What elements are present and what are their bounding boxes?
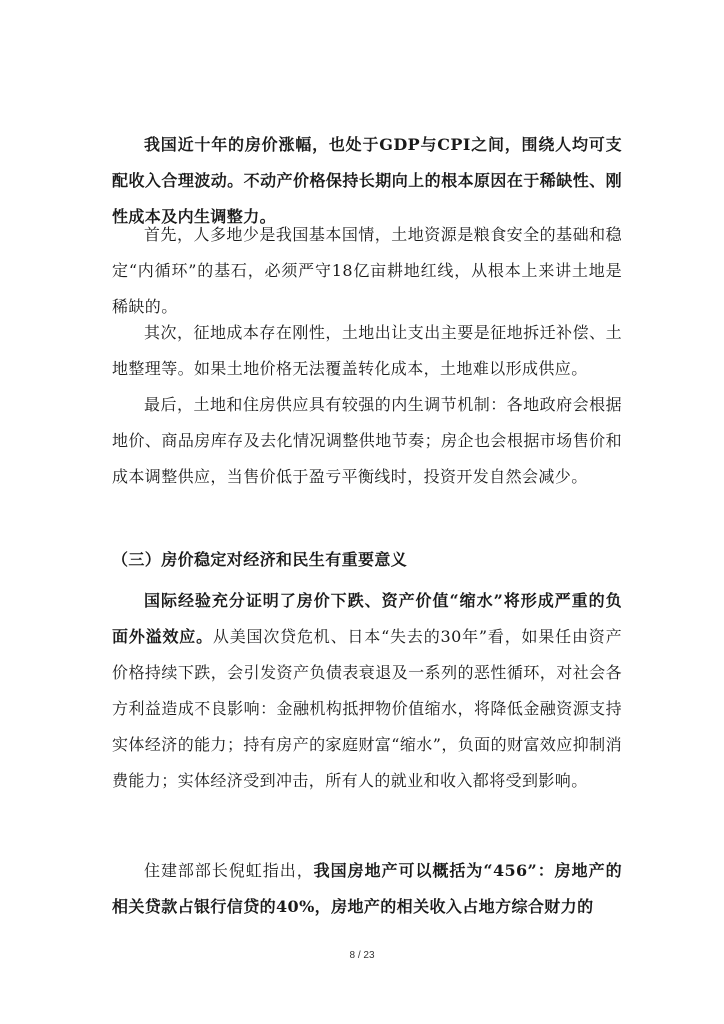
page-number: 8 / 23 [349, 950, 375, 961]
paragraph-4-text: 最后，土地和住房供应具有较强的内生调节机制：各地政府会根据地价、商品房库存及去化情况调整供地节奏；房企也会根据市场售价和成本调整供应，当售价低于盈亏平衡线时，投资开发自然会减少。 [112, 395, 622, 486]
paragraph-3-text: 其次，征地成本存在刚性，土地出让支出主要是征地拆迁补偿、土地整理等。如果土地价格无法覆盖转化成本，土地难以形成供应。 [112, 323, 622, 378]
section-heading [112, 542, 622, 578]
paragraph-5-bold: 国际经验充分证明了房价下跌、资产价值“缩水”将形成严重的负面外溢效应。 [112, 591, 622, 646]
paragraph-3 [112, 315, 622, 387]
paragraph-5 [112, 583, 622, 799]
paragraph-6-text: 住建部部长倪虹指出， [144, 861, 314, 880]
paragraph-2-text: 首先，人多地少是我国基本国情，土地资源是粮食安全的基础和稳定“内循环”的基石，必须严守18亿亩耕地红线，从根本上来讲土地是稀缺的。 [112, 225, 622, 316]
paragraph-4 [112, 387, 622, 495]
section-heading-text: （三）房价稳定对经济和民生有重要意义 [112, 550, 408, 569]
paragraph-6-bold: 我国房地产可以概括为“456”：房地产的相关贷款占银行信贷的40%，房地产的相关收入占地方综合财力的 [112, 861, 622, 916]
paragraph-5-text: 从美国次贷危机、日本“失去的30年”看，如果任由资产价格持续下跌，会引发资产负债表衰退及一系列的恶性循环，对社会各方利益造成不良影响：金融机构抵押物价值缩水，将降低金融资源支持实体经济的能力；持有房产的家庭财富“缩水”，负面的财富效应抑制消费能力；实体经济受到冲击，所有人的就业和收入都将受到影响。 [112, 627, 623, 790]
paragraph-2 [112, 217, 622, 325]
paragraph-6 [112, 853, 622, 925]
paragraph-1-bold: 我国近十年的房价涨幅，也处于GDP与CPI之间，围绕人均可支配收入合理波动。不动产价格保持长期向上的根本原因在于稀缺性、刚性成本及内生调整力。 [112, 135, 622, 226]
